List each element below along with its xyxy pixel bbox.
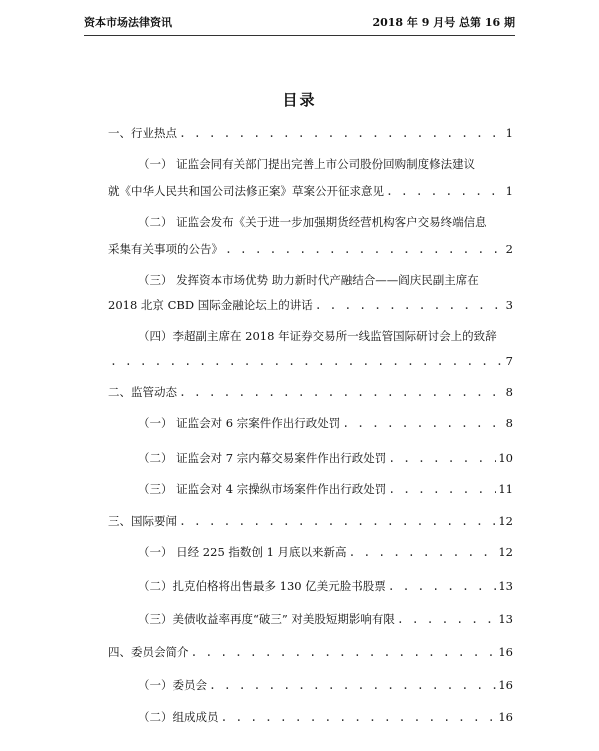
toc-page-number: 12 (498, 514, 513, 528)
toc-page-number: 16 (498, 710, 513, 724)
toc-entry-continuation[interactable] (108, 352, 513, 370)
leader-dots (388, 577, 497, 595)
toc-entry-continuation[interactable] (108, 182, 513, 200)
toc-entry[interactable] (138, 327, 599, 345)
leader-dots (386, 182, 504, 200)
toc-page-number: 13 (498, 612, 513, 626)
toc-entry-text: 一、行业热点 (108, 126, 177, 140)
header-publication: 资本市场法律资讯 (84, 16, 172, 29)
toc-entry[interactable] (138, 213, 599, 231)
leader-dots (179, 383, 504, 401)
toc-entry[interactable] (138, 155, 599, 173)
toc-page-number: 10 (498, 451, 513, 465)
toc-entry-continuation[interactable] (108, 296, 513, 314)
leader-dots (209, 676, 496, 694)
toc-entry-text: （一） 证监会同有关部门提出完善上市公司股份回购制度修法建议 (138, 157, 476, 171)
leader-dots (315, 296, 504, 314)
leader-dots (191, 643, 497, 661)
leader-dots (110, 352, 504, 370)
leader-dots (179, 124, 504, 142)
toc-entry[interactable] (138, 543, 513, 561)
toc-entry[interactable] (138, 708, 513, 726)
toc-entry-text: （一） 日经 225 指数创 1 月底以来新高 (138, 545, 347, 559)
toc-title: 目录 (282, 91, 317, 109)
toc-entry-text: （二） 证监会对 7 宗内幕交易案件作出行政处罚 (138, 451, 387, 465)
toc-page-number: 8 (505, 385, 513, 399)
header-issue: 2018 年 9 月号 总第 16 期 (372, 16, 515, 29)
toc-page-number: 7 (505, 354, 513, 368)
toc-page-number: 16 (498, 678, 513, 692)
leader-dots (221, 708, 497, 726)
leader-dots (179, 512, 496, 530)
toc-page-number: 11 (498, 482, 513, 496)
toc-page-number: 2 (505, 242, 513, 256)
leader-dots (342, 414, 503, 432)
toc-entry-text: 三、国际要闻 (108, 514, 177, 528)
toc-entry[interactable] (108, 383, 513, 401)
toc-entry[interactable] (138, 480, 513, 498)
toc-entry-text-cont: 2018 北京 CBD 国际金融论坛上的讲话 (108, 298, 313, 312)
toc-entry[interactable] (108, 512, 513, 530)
toc-entry-text: （三）美债收益率再度“破三” 对美股短期影响有限 (138, 612, 395, 626)
toc-entry-text: （二） 证监会发布《关于进一步加强期货经营机构客户交易终端信息 (138, 215, 487, 229)
toc-page-number: 1 (505, 184, 513, 198)
toc-entry-text: （二）组成成员 (138, 710, 219, 724)
toc-entry-text: 四、委员会简介 (108, 645, 189, 659)
page-header (84, 14, 515, 36)
toc-entry-text: （三） 发挥资本市场优势 助力新时代产融结合——阎庆民副主席在 (138, 273, 479, 287)
leader-dots (397, 610, 496, 628)
toc-entry[interactable] (108, 124, 513, 142)
toc-page-number: 3 (505, 298, 513, 312)
toc-entry[interactable] (138, 676, 513, 694)
toc-entry-continuation[interactable] (108, 240, 513, 258)
toc-entry[interactable] (138, 449, 513, 467)
toc-page-number: 12 (498, 545, 513, 559)
leader-dots (388, 449, 496, 467)
toc-entry-text-cont: 就《中华人民共和国公司法修正案》草案公开征求意见 (108, 184, 384, 198)
toc-entry[interactable] (138, 271, 599, 289)
toc-page-number: 13 (498, 579, 513, 593)
toc-entry-text: 二、监管动态 (108, 385, 177, 399)
toc-entry-text: （四）李超副主席在 2018 年证券交易所一线监管国际研讨会上的致辞 (138, 329, 497, 343)
toc-entry[interactable] (108, 643, 513, 661)
toc-entry-text-cont: 采集有关事项的公告》 (108, 242, 223, 256)
toc-page-number: 16 (498, 645, 513, 659)
toc-entry-text: （一） 证监会对 6 宗案件作出行政处罚 (138, 416, 341, 430)
toc-entry[interactable] (138, 577, 513, 595)
toc-entry[interactable] (138, 610, 513, 628)
toc-entry-text: （二）扎克伯格将出售最多 130 亿美元脸书股票 (138, 579, 386, 593)
leader-dots (225, 240, 504, 258)
leader-dots (349, 543, 497, 561)
toc-page-number: 8 (505, 416, 513, 430)
leader-dots (388, 480, 496, 498)
toc-page-number: 1 (505, 126, 513, 140)
toc-entry[interactable] (138, 414, 513, 432)
toc-entry-text: （三） 证监会对 4 宗操纵市场案件作出行政处罚 (138, 482, 387, 496)
toc-entry-text: （一）委员会 (138, 678, 207, 692)
